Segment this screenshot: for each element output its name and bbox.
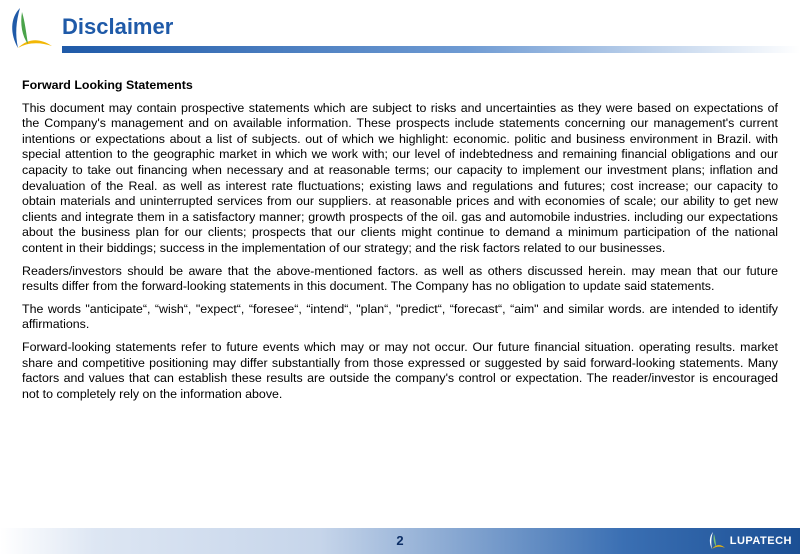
page-number: 2 xyxy=(396,533,404,548)
page-title: Disclaimer xyxy=(62,14,174,39)
brand-name: LUPATECH xyxy=(729,535,792,547)
title-underline-bar xyxy=(62,46,800,53)
paragraph-risks: This document may contain prospective statements which are subject to risks and uncertainties as they were based on expectations of the Company's management and on available information. These prospects include statements concerning our management's current intentions or expectations about a list of subjects. out of which we highlight: economic. politic and business environment in Brazil. with special attention to the geographic market in which we work with; our level of indebtedness and remaining financial obligations and our capacity to take out financing when necessary and at reasonable terms; our capacity to implement our investment plans; inflation and devaluation of the Real. as well as interest rate fluctuations; existing laws and regulations and futures; cost increase; our capacity to obtain materials and uninterrupted services from our suppliers. at reasonable prices and with economies of scale; our ability to get new clients and integrate them in a satisfactory manner; growth prospects of the oil. gas and automobile industries. including our expectations about the business plan for our clients; prospects that our clients might continue to demand a minimum participation of the national content in their biddings; success in the implementation of our strategy; and the risk factors related to our businesses. xyxy=(22,100,778,255)
footer-brand xyxy=(708,530,792,552)
disclaimer-body xyxy=(22,78,778,409)
paragraph-words: The words "anticipate“, “wish“, "expect“, “foresee“, “intend“, "plan“, "predict“, “forecast“, “aim" and similar words. are intended to identify affirmations. xyxy=(22,301,778,332)
lupatech-logo-icon xyxy=(6,4,54,54)
paragraph-readers: Readers/investors should be aware that the above-mentioned factors. as well as others discussed herein. may mean that our future results differ from the forward-looking statements in this document. The Company has no obligation to update said statements. xyxy=(22,263,778,294)
paragraph-forward-looking: Forward-looking statements refer to future events which may or may not occur. Our future financial situation. operating results. market share and competitive positioning may differ substantially from those expressed or suggested by said forward-looking statements. Many factors and values that can establish these results are outside the company's control or expectation. The reader/investor is encouraged not to completely rely on the information above. xyxy=(22,339,778,401)
section-heading: Forward Looking Statements xyxy=(22,78,193,92)
lupatech-mark-icon xyxy=(708,531,726,551)
